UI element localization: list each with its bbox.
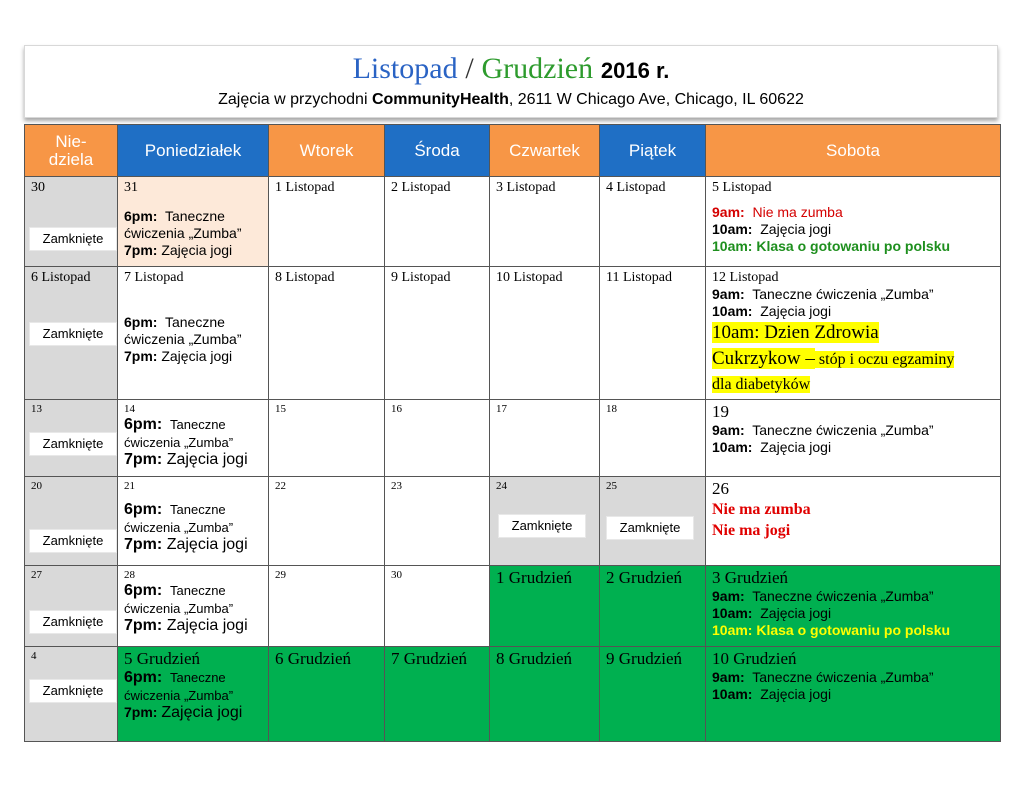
day-cell [706, 566, 1001, 647]
day-cell [490, 177, 600, 267]
day-cell [706, 400, 1001, 477]
day-number: 9 Listopad [391, 270, 451, 285]
title-box [24, 45, 998, 118]
week-row-2 [25, 267, 1001, 400]
day-cell [600, 566, 706, 647]
day-number: 1 Grudzień [496, 568, 573, 587]
day-number: 4 [31, 650, 37, 662]
day-number: 4 Listopad [606, 180, 666, 195]
day-cell [385, 477, 490, 566]
day-cell [269, 177, 385, 267]
event-yoga: 7pm: Zajęcia jogi [124, 704, 243, 721]
week-row-1 [25, 177, 1001, 267]
week-row-4 [25, 477, 1001, 566]
day-number: 2 Grudzień [606, 568, 683, 587]
header-sunday [25, 125, 118, 177]
day-cell [269, 477, 385, 566]
day-cell [269, 566, 385, 647]
day-cell [118, 566, 269, 647]
day-cell [706, 477, 1001, 566]
day-number: 25 [606, 480, 617, 492]
day-cell [25, 477, 118, 566]
title-year: 2016 r. [600, 58, 670, 83]
day-cell [25, 267, 118, 400]
title-slash: / [465, 52, 474, 85]
day-number: 29 [275, 569, 286, 581]
day-number: 30 [391, 569, 402, 581]
day-cell [706, 647, 1001, 742]
day-number: 7 Grudzień [391, 649, 468, 668]
event-yoga: 7pm: Zajęcia jogi [124, 348, 233, 364]
event-yoga: 7pm: Zajęcia jogi [124, 617, 248, 634]
diabetes-time: 10am: [712, 322, 760, 343]
day-cell [385, 177, 490, 267]
day-cell [706, 177, 1001, 267]
header-saturday: Sobota [706, 125, 1001, 177]
event-cooking: 10am: Klasa o gotowaniu po polsku [712, 238, 951, 254]
day-cell [25, 177, 118, 267]
day-cell [600, 477, 706, 566]
day-number: 31 [124, 180, 138, 195]
closed-label: Zamknięte [606, 516, 694, 540]
day-number: 3 Listopad [496, 180, 556, 195]
day-cell [25, 647, 118, 742]
page-subtitle [25, 91, 997, 109]
event-no-yoga: Nie ma jogi [712, 522, 791, 539]
header-wednesday: Środa [385, 125, 490, 177]
day-number: 9 Grudzień [606, 649, 683, 668]
day-cell [118, 400, 269, 477]
event-zumba: 9am: Taneczne ćwiczenia „Zumba” [712, 422, 934, 438]
day-number: 8 Listopad [275, 270, 335, 285]
event-zumba: 6pm: Taneczne ćwiczenia „Zumba” [124, 416, 234, 450]
event-yoga: 10am: Zajęcia jogi [712, 686, 832, 702]
event-yoga: 10am: Zajęcia jogi [712, 439, 832, 455]
day-number: 28 [124, 569, 135, 581]
day-cell [600, 267, 706, 400]
closed-label: Zamknięte [29, 322, 117, 346]
day-number: 22 [275, 480, 286, 492]
subtitle-prefix: Zajęcia w przychodni [218, 91, 372, 108]
week-row-6 [25, 647, 1001, 742]
calendar-table [24, 124, 1001, 742]
event-yoga: 7pm: Zajęcia jogi [124, 242, 233, 258]
day-cell [385, 267, 490, 400]
day-number: 16 [391, 403, 402, 415]
day-number: 13 [31, 403, 42, 415]
diabetes-line-1: Dzien Zdrowia [764, 322, 879, 343]
event-zumba: 9am: Taneczne ćwiczenia „Zumba” [712, 588, 934, 604]
page-title [25, 53, 997, 87]
day-cell [490, 477, 600, 566]
subtitle-org: CommunityHealth [371, 91, 509, 108]
closed-label: Zamknięte [29, 610, 117, 634]
day-number: 3 Grudzień [712, 568, 789, 587]
day-number: 12 Listopad [712, 270, 779, 285]
day-number: 1 Listopad [275, 180, 335, 195]
closed-label: Zamknięte [29, 432, 117, 456]
day-cell [490, 267, 600, 400]
day-number: 18 [606, 403, 617, 415]
event-zumba: 6pm: Taneczne ćwiczenia „Zumba” [124, 669, 234, 703]
day-number: 7 Listopad [124, 270, 184, 285]
day-number: 19 [712, 402, 729, 421]
event-no-zumba: 9am: Nie ma zumba [712, 204, 843, 220]
closed-label: Zamknięte [29, 227, 117, 251]
header-thursday: Czwartek [490, 125, 600, 177]
event-yoga: 10am: Zajęcia jogi [712, 303, 832, 319]
day-cell [385, 566, 490, 647]
day-number: 15 [275, 403, 286, 415]
day-number: 11 Listopad [606, 270, 672, 285]
day-number: 23 [391, 480, 402, 492]
day-cell [490, 647, 600, 742]
closed-label: Zamknięte [29, 529, 117, 553]
day-number: 10 Grudzień [712, 649, 797, 668]
day-cell [490, 566, 600, 647]
day-number: 24 [496, 480, 507, 492]
day-number: 20 [31, 480, 42, 492]
day-cell [490, 400, 600, 477]
week-row-5 [25, 566, 1001, 647]
day-cell [385, 647, 490, 742]
title-month-2: Grudzień [481, 52, 594, 85]
header-sunday-line-1: Nie- [55, 131, 87, 151]
week-row-3 [25, 400, 1001, 477]
diabetes-line-4: dla diabetyków [712, 376, 811, 393]
event-no-zumba: Nie ma zumba [712, 501, 811, 518]
event-yoga: 7pm: Zajęcia jogi [124, 451, 248, 468]
title-month-1: Listopad [352, 52, 458, 85]
day-cell [269, 400, 385, 477]
closed-label: Zamknięte [498, 514, 586, 538]
event-diabetes-day [712, 320, 994, 397]
day-cell [118, 477, 269, 566]
day-number: 30 [31, 180, 45, 195]
day-cell [118, 267, 269, 400]
day-cell [118, 647, 269, 742]
day-number: 5 Grudzień [124, 649, 201, 668]
event-yoga: 10am: Zajęcia jogi [712, 605, 832, 621]
event-zumba: 9am: Taneczne ćwiczenia „Zumba” [712, 286, 934, 302]
event-cooking: 10am: Klasa o gotowaniu po polsku [712, 622, 951, 638]
event-zumba: 6pm: Taneczne ćwiczenia „Zumba” [124, 582, 234, 616]
closed-label: Zamknięte [29, 679, 117, 703]
day-cell [600, 647, 706, 742]
day-number: 17 [496, 403, 507, 415]
diabetes-line-2: Cukrzykow – [712, 348, 815, 369]
day-cell [706, 267, 1001, 400]
day-cell [385, 400, 490, 477]
header-sunday-line-2: dziela [48, 149, 94, 169]
event-yoga: 10am: Zajęcia jogi [712, 221, 832, 237]
day-number: 10 Listopad [496, 270, 563, 285]
day-number: 2 Listopad [391, 180, 451, 195]
day-cell [25, 566, 118, 647]
day-number: 6 Grudzień [275, 649, 352, 668]
day-cell [600, 177, 706, 267]
day-number: 21 [124, 480, 135, 492]
day-cell [600, 400, 706, 477]
header-friday: Piątek [600, 125, 706, 177]
header-monday: Poniedziałek [118, 125, 269, 177]
header-tuesday: Wtorek [269, 125, 385, 177]
diabetes-line-3: stóp i oczu egzaminy [818, 351, 955, 368]
day-cell [25, 400, 118, 477]
calendar-header-row [25, 125, 1001, 177]
day-number: 8 Grudzień [496, 649, 573, 668]
event-yoga: 7pm: Zajęcia jogi [124, 536, 248, 553]
day-cell [269, 267, 385, 400]
event-zumba: 9am: Taneczne ćwiczenia „Zumba” [712, 669, 934, 685]
day-number: 5 Listopad [712, 180, 772, 195]
event-zumba: 6pm: Taneczne ćwiczenia „Zumba” [124, 314, 242, 347]
day-number: 6 Listopad [31, 270, 91, 285]
day-cell [269, 647, 385, 742]
day-number: 26 [712, 479, 729, 498]
day-number: 27 [31, 569, 42, 581]
day-cell [118, 177, 269, 267]
event-zumba: 6pm: Taneczne ćwiczenia „Zumba” [124, 501, 234, 535]
day-number: 14 [124, 403, 135, 415]
subtitle-address: , 2611 W Chicago Ave, Chicago, IL 60622 [508, 91, 804, 108]
event-zumba: 6pm: Taneczne ćwiczenia „Zumba” [124, 208, 242, 241]
